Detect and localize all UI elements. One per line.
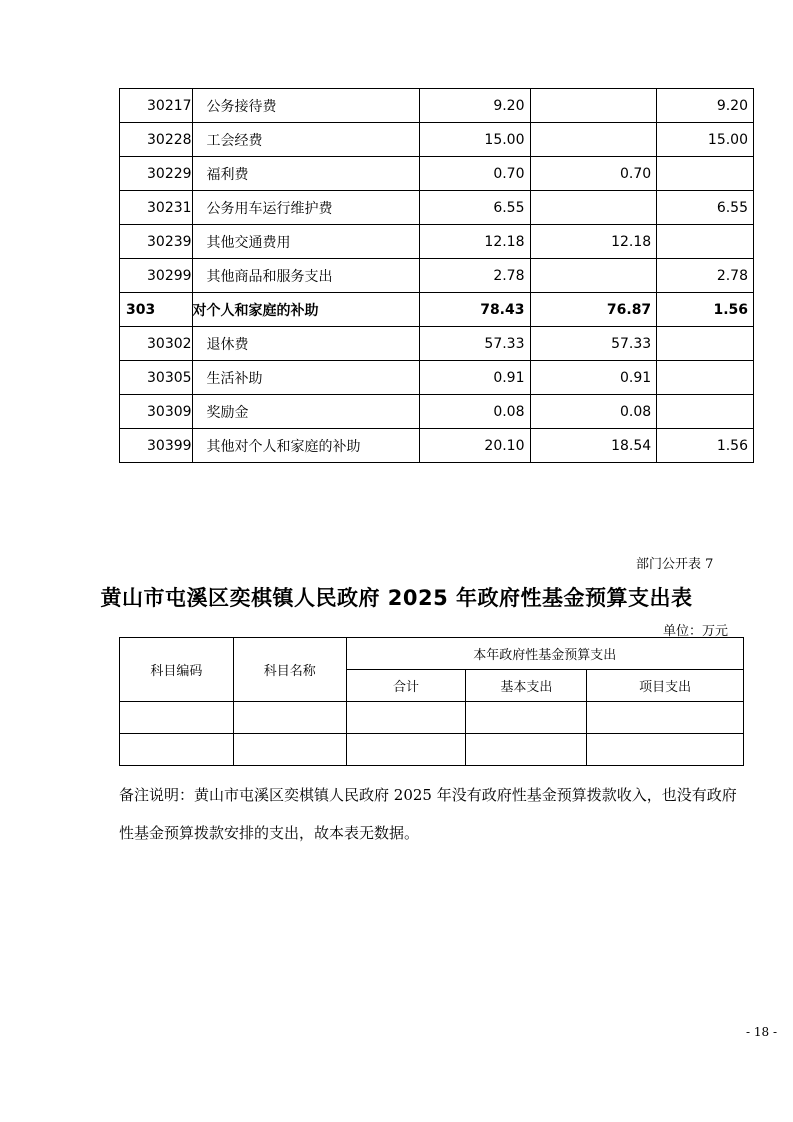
- subject-code: 30302: [120, 327, 193, 361]
- subject-name: 其他交通费用: [192, 225, 419, 259]
- table-row: [120, 429, 754, 463]
- empty-cell: [587, 734, 744, 766]
- total-value: 12.18: [419, 225, 530, 259]
- subject-name: 工会经费: [192, 123, 419, 157]
- project-value: 2.78: [657, 259, 754, 293]
- header-subject-name: 科目名称: [233, 638, 346, 702]
- total-value: 57.33: [419, 327, 530, 361]
- basic-value: 0.91: [530, 361, 657, 395]
- subject-name: 公务用车运行维护费: [192, 191, 419, 225]
- total-value: 0.08: [419, 395, 530, 429]
- subject-name: 其他商品和服务支出: [192, 259, 419, 293]
- total-value: 78.43: [419, 293, 530, 327]
- project-value: [657, 157, 754, 191]
- subject-code: 30217: [120, 89, 193, 123]
- table-row: [120, 123, 754, 157]
- header-total: 合计: [346, 670, 466, 702]
- basic-value: [530, 123, 657, 157]
- table-row: [120, 89, 754, 123]
- project-value: 1.56: [657, 429, 754, 463]
- subject-code: 30309: [120, 395, 193, 429]
- table-row: [120, 259, 754, 293]
- project-value: 1.56: [657, 293, 754, 327]
- project-value: [657, 395, 754, 429]
- project-value: 9.20: [657, 89, 754, 123]
- table-row: [120, 361, 754, 395]
- subject-name: 福利费: [192, 157, 419, 191]
- basic-value: 57.33: [530, 327, 657, 361]
- header-subject-code: 科目编码: [120, 638, 234, 702]
- header-basic: 基本支出: [466, 670, 587, 702]
- empty-cell: [346, 734, 466, 766]
- total-value: 2.78: [419, 259, 530, 293]
- unit-label: 单位：万元: [663, 624, 729, 639]
- page-title: 黄山市屯溪区奕棋镇人民政府 2025 年政府性基金预算支出表: [100, 586, 693, 610]
- total-value: 0.70: [419, 157, 530, 191]
- table-row: [120, 225, 754, 259]
- total-value: 9.20: [419, 89, 530, 123]
- empty-cell: [233, 734, 346, 766]
- basic-value: 0.70: [530, 157, 657, 191]
- subject-code: 30305: [120, 361, 193, 395]
- header-fund-expenditure: 本年政府性基金预算支出: [346, 638, 743, 670]
- subject-name: 其他对个人和家庭的补助: [192, 429, 419, 463]
- remark-text: 备注说明：黄山市屯溪区奕棋镇人民政府 2025 年没有政府性基金预算拨款收入，也没有政府性基金预算拨款安排的支出，故本表无数据。: [119, 786, 737, 842]
- table-row: [120, 395, 754, 429]
- page-number: - 18 -: [746, 1025, 778, 1039]
- subject-name: 退休费: [192, 327, 419, 361]
- empty-cell: [120, 702, 234, 734]
- empty-cell: [346, 702, 466, 734]
- table-row: [120, 734, 744, 766]
- subject-code: 30231: [120, 191, 193, 225]
- total-value: 15.00: [419, 123, 530, 157]
- fund-budget-table: [119, 637, 744, 766]
- subject-code: 30299: [120, 259, 193, 293]
- basic-value: 12.18: [530, 225, 657, 259]
- empty-cell: [587, 702, 744, 734]
- project-value: 15.00: [657, 123, 754, 157]
- table-label: 部门公开表 7: [636, 557, 714, 572]
- total-value: 6.55: [419, 191, 530, 225]
- basic-value: 76.87: [530, 293, 657, 327]
- subject-name: 对个人和家庭的补助: [192, 293, 419, 327]
- total-value: 20.10: [419, 429, 530, 463]
- empty-cell: [466, 702, 587, 734]
- empty-cell: [233, 702, 346, 734]
- project-value: [657, 361, 754, 395]
- basic-value: [530, 89, 657, 123]
- project-value: [657, 225, 754, 259]
- basic-value: [530, 259, 657, 293]
- table-row: [120, 293, 754, 327]
- subject-code: 30239: [120, 225, 193, 259]
- basic-value: 0.08: [530, 395, 657, 429]
- table-row: [120, 191, 754, 225]
- subject-name: 奖励金: [192, 395, 419, 429]
- expense-table: [119, 88, 754, 463]
- header-project: 项目支出: [587, 670, 744, 702]
- subject-code: 30399: [120, 429, 193, 463]
- subject-name: 生活补助: [192, 361, 419, 395]
- table-row: [120, 702, 744, 734]
- table-row: [120, 157, 754, 191]
- table-row: [120, 327, 754, 361]
- subject-code: 30228: [120, 123, 193, 157]
- project-value: [657, 327, 754, 361]
- basic-value: 18.54: [530, 429, 657, 463]
- subject-name: 公务接待费: [192, 89, 419, 123]
- total-value: 0.91: [419, 361, 530, 395]
- subject-code: 30229: [120, 157, 193, 191]
- basic-value: [530, 191, 657, 225]
- project-value: 6.55: [657, 191, 754, 225]
- subject-code: 303: [120, 293, 193, 327]
- empty-cell: [466, 734, 587, 766]
- empty-cell: [120, 734, 234, 766]
